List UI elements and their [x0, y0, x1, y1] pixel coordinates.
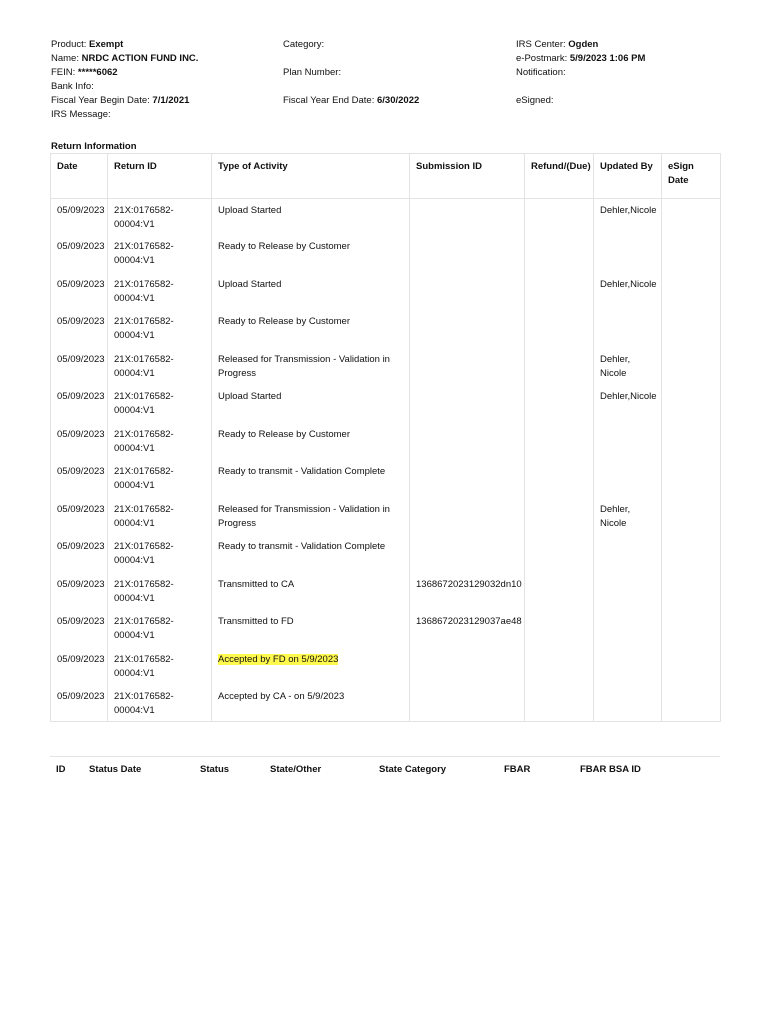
cell-activity — [212, 349, 410, 387]
cell-esign-date — [662, 236, 721, 274]
cell-date-text: 05/09/2023 — [57, 691, 105, 702]
cell-submission-id — [410, 311, 525, 349]
return-information-title: Return Information — [51, 141, 137, 152]
cell-updated-by-text: Dehler,Nicole — [600, 391, 657, 402]
col-return-id: Return ID — [108, 154, 212, 199]
cell-submission-id — [410, 574, 525, 612]
cell-updated-by-text: Dehler, Nicole — [600, 503, 631, 529]
cell-submission-id — [410, 236, 525, 274]
cell-updated-by — [594, 536, 662, 574]
cell-esign-date — [662, 499, 721, 537]
cell-date-text: 05/09/2023 — [57, 616, 105, 627]
fy-begin-line: Fiscal Year Begin Date: 7/1/2021 — [51, 95, 190, 106]
cell-date — [51, 536, 108, 574]
cell-activity-text: Released for Transmission - Validation in Progress — [218, 353, 390, 379]
cell-date — [51, 649, 108, 687]
cell-activity-text: Accepted by CA - on 5/9/2023 — [218, 691, 345, 702]
cell-refund — [525, 611, 594, 649]
cell-updated-by — [594, 311, 662, 349]
cell-submission-id — [410, 199, 525, 237]
col-submission-id: Submission ID — [410, 154, 525, 199]
cell-updated-by — [594, 199, 662, 237]
cell-return-id-text: 21X:0176582-00004:V1 — [114, 503, 174, 529]
cell-updated-by — [594, 274, 662, 312]
cell-submission-id — [410, 386, 525, 424]
name-line: Name: NRDC ACTION FUND INC. — [51, 53, 199, 64]
cell-esign-date — [662, 686, 721, 721]
cell-submission-id — [410, 649, 525, 687]
cell-activity — [212, 499, 410, 537]
cell-return-id — [108, 499, 212, 537]
cell-return-id-text: 21X:0176582-00004:V1 — [114, 466, 174, 491]
cell-refund — [525, 274, 594, 312]
category-line: Category: — [283, 39, 325, 50]
state-col-state-category: State Category — [379, 764, 447, 775]
cell-activity-text: Accepted by FD on 5/9/2023 — [218, 653, 339, 665]
cell-esign-date — [662, 536, 721, 574]
return-information-table — [50, 153, 721, 722]
cell-return-id-text: 21X:0176582-00004:V1 — [114, 616, 174, 641]
cell-submission-id — [410, 461, 525, 499]
cell-activity-text: Ready to Release by Customer — [218, 316, 351, 327]
cell-refund — [525, 424, 594, 462]
cell-return-id-text: 21X:0176582-00004:V1 — [114, 205, 174, 230]
cell-updated-by — [594, 236, 662, 274]
irs-message-line: IRS Message: — [51, 109, 111, 120]
fein-line: FEIN: *****6062 — [51, 67, 118, 78]
cell-updated-by-text: Dehler, Nicole — [600, 353, 631, 379]
notification-line: Notification: — [516, 67, 566, 78]
cell-date-text: 05/09/2023 — [57, 353, 105, 365]
table-row — [51, 386, 721, 424]
cell-date-text: 05/09/2023 — [57, 578, 105, 590]
cell-updated-by — [594, 349, 662, 387]
col-refund: Refund/(Due) — [525, 154, 594, 199]
cell-return-id-text: 21X:0176582-00004:V1 — [114, 541, 174, 566]
state-col-state-other: State/Other — [270, 764, 322, 775]
cell-return-id-text: 21X:0176582-00004:V1 — [114, 241, 174, 266]
cell-activity — [212, 386, 410, 424]
cell-activity — [212, 686, 410, 721]
cell-date — [51, 236, 108, 274]
cell-return-id — [108, 424, 212, 462]
col-updated-by: Updated By — [594, 154, 662, 199]
cell-esign-date — [662, 311, 721, 349]
state-col-status: Status — [200, 764, 230, 775]
cell-submission-id-text: 1368672023129037ae48 — [416, 616, 522, 627]
cell-activity — [212, 536, 410, 574]
cell-return-id-text: 21X:0176582-00004:V1 — [114, 391, 174, 416]
state-col-status-date: Status Date — [89, 764, 142, 775]
cell-esign-date — [662, 424, 721, 462]
cell-submission-id — [410, 424, 525, 462]
cell-submission-id — [410, 274, 525, 312]
cell-date-text: 05/09/2023 — [57, 391, 105, 402]
cell-date — [51, 274, 108, 312]
cell-return-id-text: 21X:0176582-00004:V1 — [114, 578, 174, 604]
table-row — [51, 274, 721, 312]
cell-refund — [525, 499, 594, 537]
cell-refund — [525, 574, 594, 612]
cell-date — [51, 386, 108, 424]
cell-return-id — [108, 649, 212, 687]
cell-date-text: 05/09/2023 — [57, 205, 105, 216]
cell-return-id-text: 21X:0176582-00004:V1 — [114, 428, 174, 454]
cell-refund — [525, 461, 594, 499]
cell-date-text: 05/09/2023 — [57, 466, 105, 477]
cell-esign-date — [662, 199, 721, 237]
table-row — [51, 536, 721, 574]
cell-return-id — [108, 236, 212, 274]
cell-return-id — [108, 311, 212, 349]
irs-center-line: IRS Center: Ogden — [516, 39, 599, 50]
cell-return-id — [108, 199, 212, 237]
cell-submission-id — [410, 611, 525, 649]
cell-activity — [212, 424, 410, 462]
state-information-header — [50, 756, 720, 781]
cell-updated-by — [594, 686, 662, 721]
cell-activity — [212, 311, 410, 349]
cell-date — [51, 349, 108, 387]
cell-date — [51, 499, 108, 537]
cell-activity-text: Ready to transmit - Validation Complete — [218, 466, 386, 477]
cell-updated-by — [594, 574, 662, 612]
cell-return-id — [108, 686, 212, 721]
table-row — [51, 461, 721, 499]
cell-esign-date — [662, 274, 721, 312]
cell-refund — [525, 236, 594, 274]
cell-return-id — [108, 386, 212, 424]
cell-submission-id — [410, 499, 525, 537]
cell-activity-text: Upload Started — [218, 205, 282, 216]
cell-refund — [525, 199, 594, 237]
cell-activity-text: Ready to transmit - Validation Complete — [218, 541, 386, 552]
cell-activity — [212, 611, 410, 649]
cell-return-id — [108, 574, 212, 612]
cell-refund — [525, 536, 594, 574]
cell-date-text: 05/09/2023 — [57, 316, 105, 327]
cell-date-text: 05/09/2023 — [57, 241, 105, 252]
table-row — [51, 236, 721, 274]
cell-date-text: 05/09/2023 — [57, 428, 105, 440]
cell-activity — [212, 461, 410, 499]
table-row — [51, 349, 721, 387]
cell-updated-by — [594, 499, 662, 537]
cell-activity-text: Ready to Release by Customer — [218, 241, 351, 252]
cell-return-id-text: 21X:0176582-00004:V1 — [114, 653, 174, 679]
cell-return-id-text: 21X:0176582-00004:V1 — [114, 316, 174, 341]
cell-date-text: 05/09/2023 — [57, 278, 105, 290]
cell-date — [51, 574, 108, 612]
cell-activity — [212, 274, 410, 312]
cell-activity-text: Upload Started — [218, 278, 282, 290]
cell-submission-id — [410, 686, 525, 721]
col-date: Date — [51, 154, 108, 199]
cell-activity — [212, 236, 410, 274]
cell-activity — [212, 199, 410, 237]
cell-return-id-text: 21X:0176582-00004:V1 — [114, 353, 174, 379]
state-col-id: ID — [56, 764, 66, 775]
cell-date — [51, 461, 108, 499]
cell-esign-date — [662, 349, 721, 387]
product-line: Product: Exempt — [51, 39, 124, 50]
cell-submission-id — [410, 349, 525, 387]
header-left — [51, 38, 198, 122]
cell-return-id — [108, 274, 212, 312]
cell-updated-by-text: Dehler,Nicole — [600, 278, 657, 290]
cell-updated-by-text: Dehler,Nicole — [600, 205, 657, 216]
cell-activity-text: Transmitted to CA — [218, 578, 295, 590]
table-row — [51, 649, 721, 687]
cell-esign-date — [662, 386, 721, 424]
epostmark-line: e-Postmark: 5/9/2023 1:06 PM — [516, 53, 646, 64]
cell-date — [51, 311, 108, 349]
return-information-rows — [51, 199, 721, 722]
cell-date-text: 05/09/2023 — [57, 653, 105, 665]
cell-updated-by — [594, 649, 662, 687]
table-row — [51, 199, 721, 237]
cell-esign-date — [662, 461, 721, 499]
cell-date — [51, 424, 108, 462]
cell-submission-id-text: 1368672023129032dn10 — [416, 578, 522, 590]
cell-activity-text: Released for Transmission - Validation in Progress — [218, 503, 390, 529]
table-row — [51, 574, 721, 612]
col-activity: Type of Activity — [212, 154, 410, 199]
cell-refund — [525, 349, 594, 387]
cell-activity-text: Ready to Release by Customer — [218, 428, 351, 440]
cell-updated-by — [594, 461, 662, 499]
state-col-fbar-bsa-id: FBAR BSA ID — [580, 764, 641, 775]
cell-esign-date — [662, 611, 721, 649]
table-row — [51, 424, 721, 462]
cell-return-id — [108, 349, 212, 387]
cell-activity-text: Transmitted to FD — [218, 616, 294, 627]
cell-date-text: 05/09/2023 — [57, 503, 105, 515]
table-row — [51, 686, 721, 721]
cell-date — [51, 611, 108, 649]
cell-date — [51, 199, 108, 237]
table-row — [51, 499, 721, 537]
cell-return-id-text: 21X:0176582-00004:V1 — [114, 691, 174, 716]
cell-activity — [212, 574, 410, 612]
cell-activity-text: Upload Started — [218, 391, 282, 402]
cell-esign-date — [662, 649, 721, 687]
cell-refund — [525, 649, 594, 687]
plan-number-line: Plan Number: — [283, 67, 342, 78]
cell-date — [51, 686, 108, 721]
cell-updated-by — [594, 611, 662, 649]
state-col-fbar: FBAR — [504, 764, 531, 775]
cell-activity — [212, 649, 410, 687]
esigned-line: eSigned: — [516, 95, 554, 106]
cell-updated-by — [594, 424, 662, 462]
cell-date-text: 05/09/2023 — [57, 541, 105, 552]
bank-info-line: Bank Info: — [51, 81, 94, 92]
cell-updated-by — [594, 386, 662, 424]
cell-return-id — [108, 611, 212, 649]
fy-end-line: Fiscal Year End Date: 6/30/2022 — [283, 95, 420, 106]
table-header-row — [51, 154, 721, 199]
col-esign-date: eSign Date — [662, 154, 721, 199]
cell-refund — [525, 311, 594, 349]
cell-submission-id — [410, 536, 525, 574]
cell-return-id — [108, 461, 212, 499]
table-row — [51, 611, 721, 649]
cell-return-id-text: 21X:0176582-00004:V1 — [114, 278, 174, 304]
table-row — [51, 311, 721, 349]
cell-return-id — [108, 536, 212, 574]
cell-refund — [525, 686, 594, 721]
cell-refund — [525, 386, 594, 424]
cell-esign-date — [662, 574, 721, 612]
